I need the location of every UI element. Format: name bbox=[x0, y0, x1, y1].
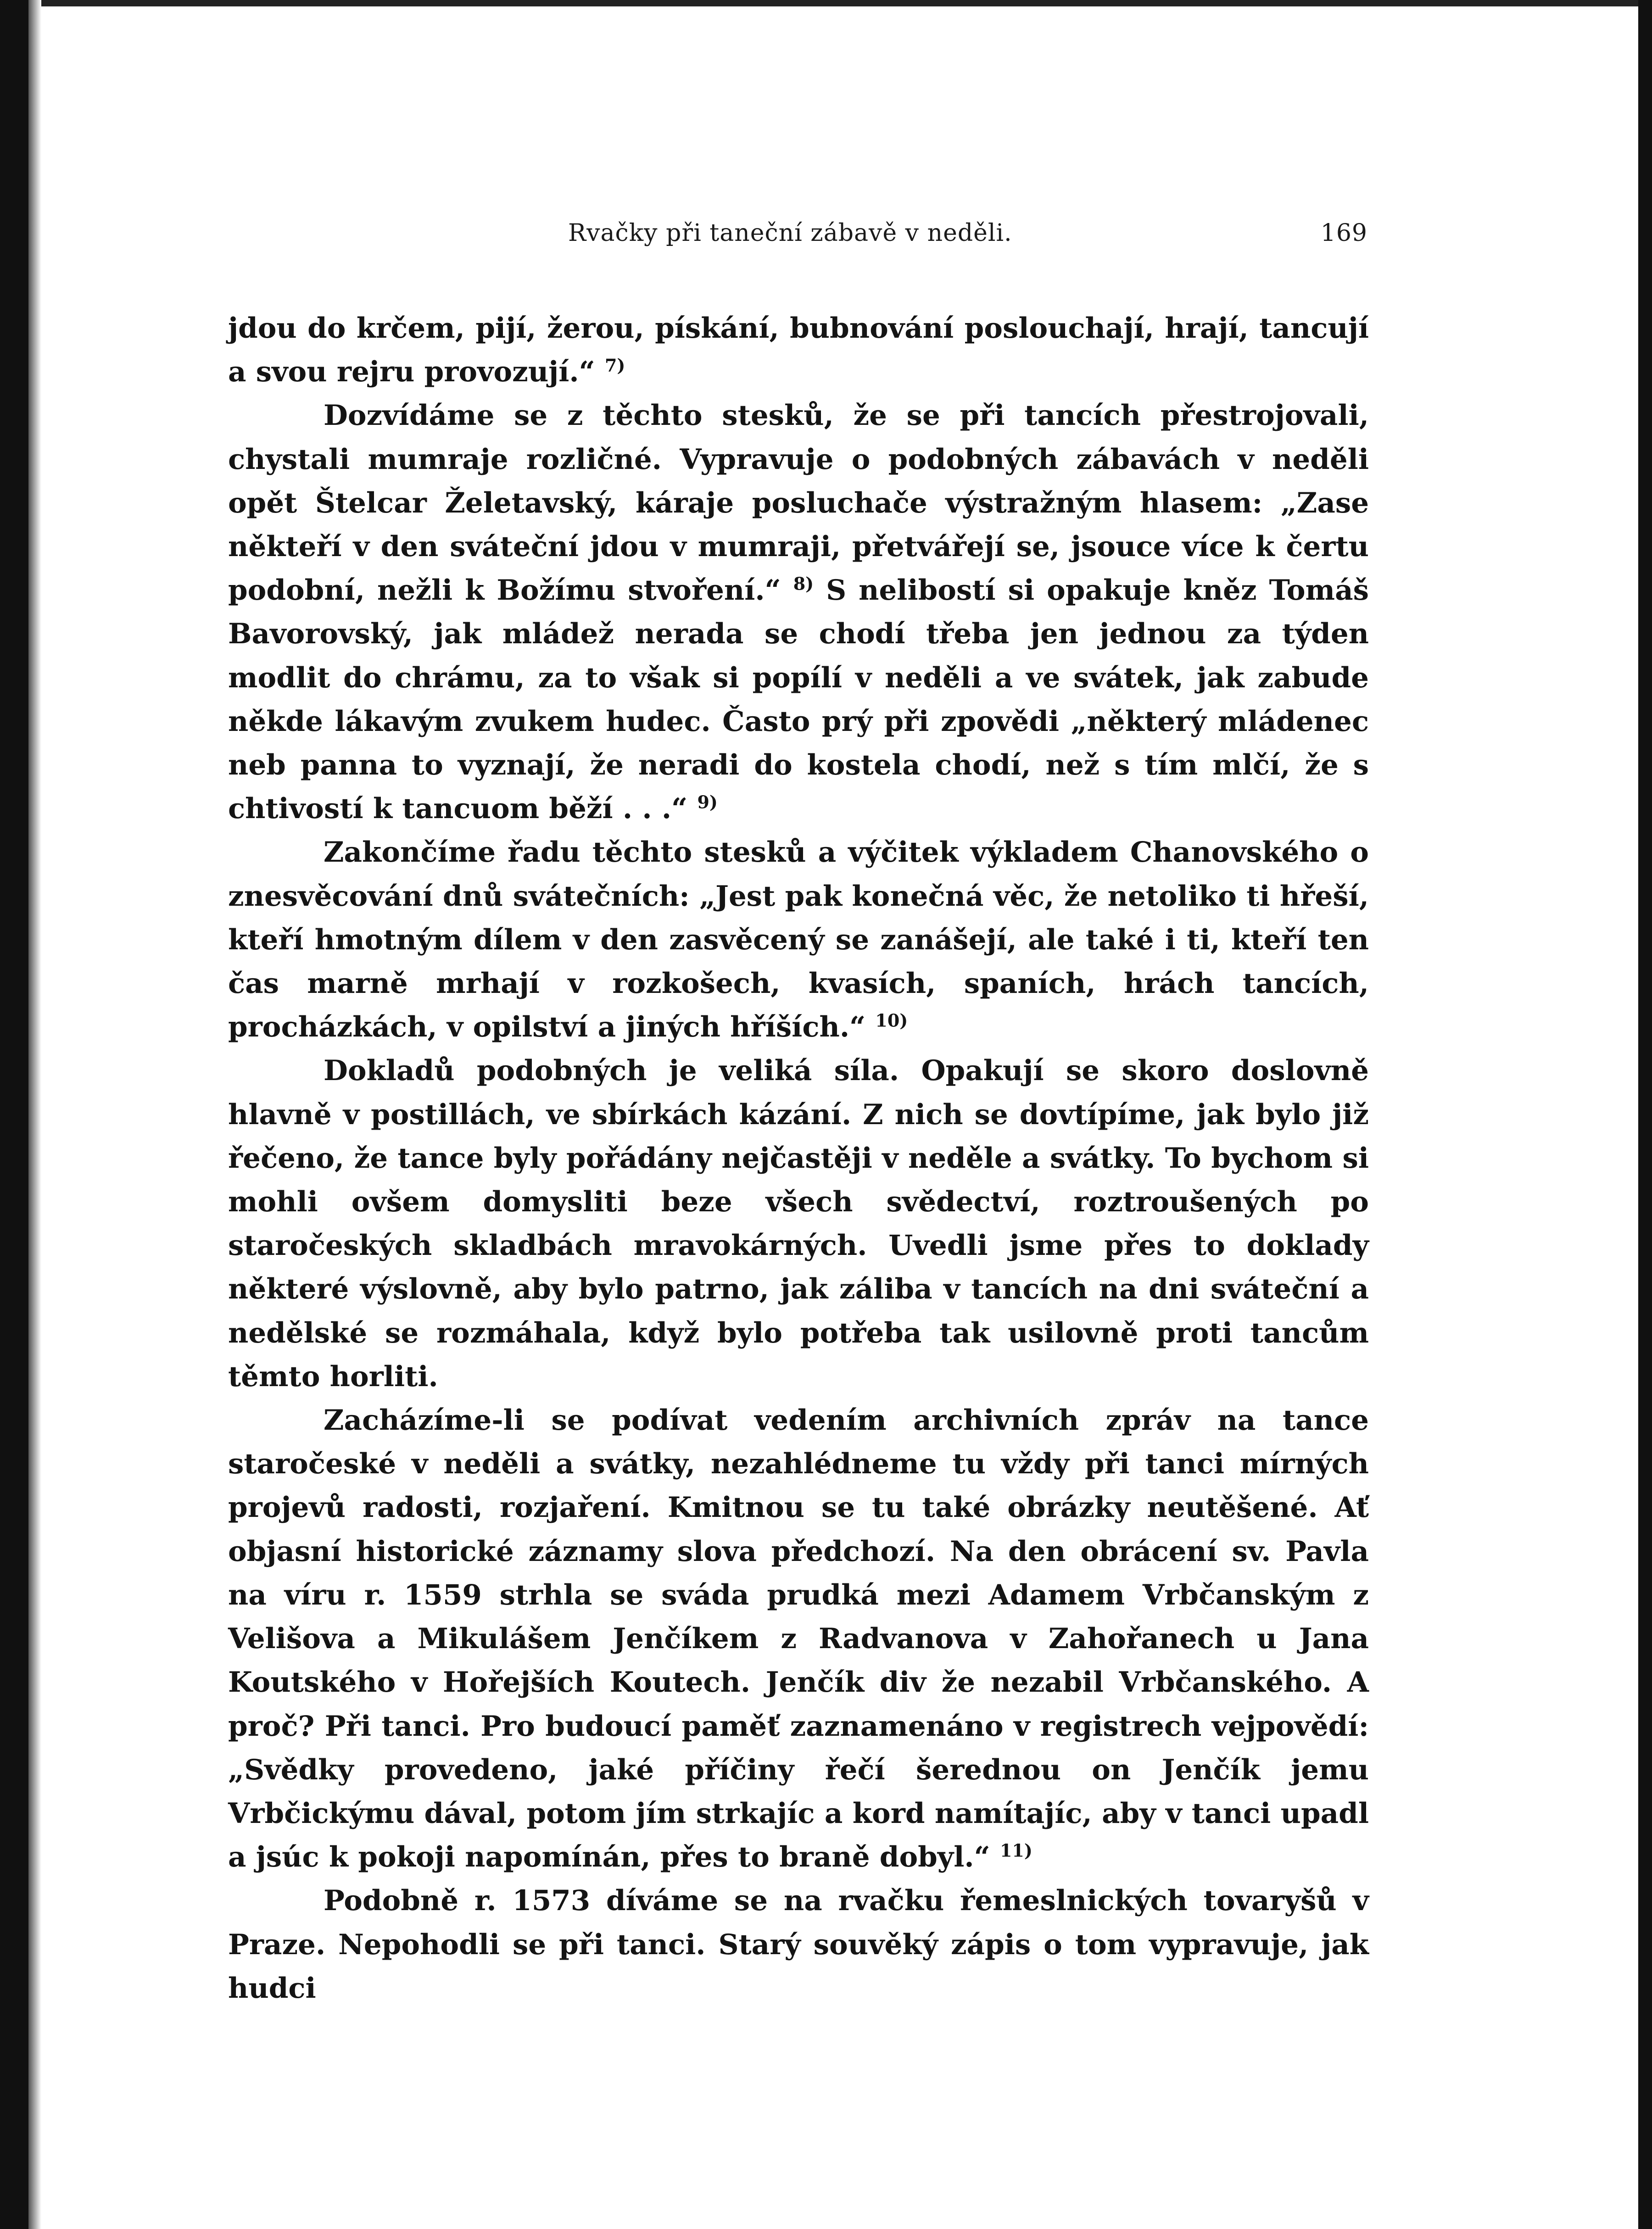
footnote-ref: 7) bbox=[604, 355, 625, 376]
scan-top-edge bbox=[0, 0, 1652, 6]
paragraph bbox=[228, 1879, 1369, 2010]
paragraph bbox=[228, 1049, 1369, 1399]
paragraph-text: Dozvídáme se z těchto stesků, že se při tancích přestrojovali, chystali mumraje rozličné. Vypravuje o podobných zábavách v neděli opět Štelcar Želetavský, káraje posluchače výstražným hlasem: „Zase někteří v den sváteční jdou v mumraji, přetvářejí se, jsouce více k čertu podobní, nežli k Božímu stvoření.“ bbox=[228, 399, 1369, 607]
running-title: Rvačky při taneční zábavě v neděli. bbox=[568, 219, 1012, 247]
scan-left-shadow bbox=[28, 0, 41, 2229]
paragraph-text: Podobně r. 1573 díváme se na rvačku řemeslnických tovaryšů v Praze. Nepohodli se při tanci. Starý souvěký zápis o tom vypravuje, jak hudci bbox=[228, 1884, 1369, 2005]
paragraph-text: Zacházíme-li se podívat vedením archivních zpráv na tance staročeské v neděli a svátky, nezahlédneme tu vždy při tanci mírných projevů radosti, rozjaření. Kmitnou se tu také obrázky neutěšené. Ať objasní historické záznamy slova předchozí. Na den obrácení sv. Pavla na víru r. 1559 strhla se sváda prudká mezi Adamem Vrbčanským z Velišova a Mikulášem Jenčíkem z Radvanova v Zahořanech u Jana Koutského v Hořejších Koutech. Jenčík div že nezabil Vrbčanského. A proč? Při tanci. Pro budoucí paměť zaznamenáno v registrech vejpovědí: „Svědky provedeno, jaké příčiny řečí šerednou on Jenčík jemu Vrbčickýmu dával, potom jím strkajíc a kord namítajíc, aby v tanci upadl a jsúc k pokoji napomínán, přes to braně dobyl.“ bbox=[228, 1404, 1369, 1874]
footnote-ref: 8) bbox=[793, 573, 814, 594]
paragraph-text: Zakončíme řadu těchto stesků a výčitek výkladem Chanovského o znesvěcování dnů svátečních: „Jest pak konečná věc, že netoliko ti hřeší, kteří hmotným dílem v den zasvěcený se zanášejí, ale také i ti, kteří ten čas marně mrhají v rozkošech, kvasích, spaních, hrách tancích, procházkách, v opilství a jiných hříších.“ bbox=[228, 836, 1369, 1044]
scan-left-edge bbox=[0, 0, 28, 2229]
footnote-ref: 9) bbox=[697, 791, 718, 813]
paragraph bbox=[228, 1399, 1369, 1879]
page-number: 169 bbox=[1320, 219, 1367, 247]
scan-right-edge bbox=[1638, 0, 1652, 2229]
footnote-ref: 10) bbox=[875, 1010, 908, 1031]
paragraph bbox=[228, 394, 1369, 830]
paragraph-text: jdou do krčem, pijí, žerou, pískání, bubnování poslouchají, hrají, tancují a svou rejru provozují.“ bbox=[228, 312, 1369, 389]
paragraph-text: S nelibostí si opakuje kněz Tomáš Bavorovský, jak mládež nerada se chodí třeba jen jednou za týden modlit do chrámu, za to však si popílí v neděli a ve svátek, jak zabude někde lákavým zvukem hudec. Často prý při zpovědi „některý mládenec neb panna to vyznají, že neradi do kostela chodí, než s tím mlčí, že s chtivostí k tancuom běží . . .“ bbox=[228, 574, 1369, 825]
paragraph bbox=[228, 830, 1369, 1049]
body-text bbox=[228, 306, 1369, 2010]
paragraph bbox=[228, 306, 1369, 394]
paragraph-text: Dokladů podobných je veliká síla. Opakují se skoro doslovně hlavně v postillách, ve sbírkách kázání. Z nich se dovtípíme, jak bylo již řečeno, že tance byly pořádány nejčastěji v neděle a svátky. To bychom si mohli ovšem domysliti beze všech svědectví, roztroušených po staročeských skladbách mravokárných. Uvedli jsme přes to doklady některé výslovně, aby bylo patrno, jak záliba v tancích na dni sváteční a nedělské se rozmáhala, když bylo potřeba tak usilovně proti tancům těmto horliti. bbox=[228, 1054, 1369, 1393]
running-head bbox=[229, 219, 1367, 261]
footnote-ref: 11) bbox=[999, 1840, 1032, 1861]
